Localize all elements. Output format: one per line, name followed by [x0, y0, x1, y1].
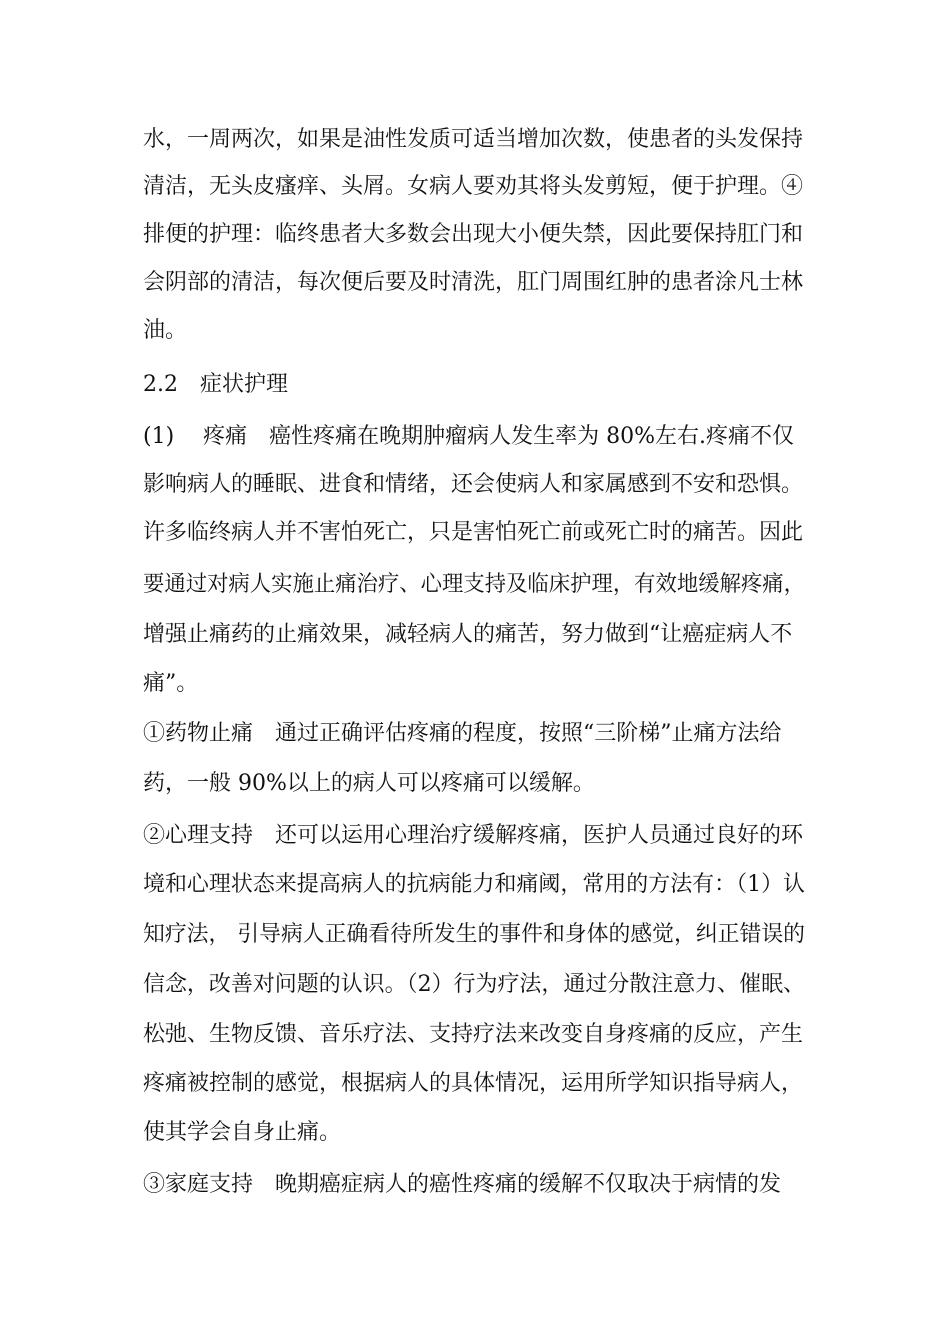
text-line: 境和心理状态来提高病人的抗病能力和痛阈，常用的方法有：（1）认: [143, 872, 806, 897]
text-line: 清洁，无头皮瘙痒、头屑。女病人要劝其将头发剪短，便于护理。④: [143, 174, 804, 199]
section-heading: 2.2 症状护理: [143, 372, 288, 397]
text-line: 疼痛被控制的感觉，根据病人的具体情况，运用所学知识指导病人，: [143, 1071, 804, 1096]
text-line: 松弛、生物反馈、音乐疗法、支持疗法来改变自身疼痛的反应，产生: [143, 1022, 804, 1047]
text-line: (1) 疼痛 癌性疼痛在晚期肿瘤病人发生率为 80%左右.疼痛不仅: [143, 424, 795, 449]
text-line: 会阴部的清洁，每次便后要及时清洗，肛门周围红肿的患者涂凡士林: [143, 270, 804, 295]
text-line: 油。: [143, 318, 188, 343]
text-line: ②心理支持 还可以运用心理治疗缓解疼痛，医护人员通过良好的环: [143, 823, 804, 848]
text-line: 水，一周两次，如果是油性发质可适当增加次数，使患者的头发保持: [143, 127, 804, 152]
text-line: 痛”。: [143, 671, 199, 696]
text-line: ①药物止痛 通过正确评估疼痛的程度，按照“三阶梯”止痛方法给: [143, 721, 782, 746]
text-line: 使其学会自身止痛。: [143, 1120, 342, 1145]
text-line: 知疗法， 引导病人正确看待所发生的事件和身体的感觉，纠正错误的: [143, 922, 805, 947]
text-line: ③家庭支持 晚期癌症病人的癌性疼痛的缓解不仅取决于病情的发: [143, 1172, 782, 1197]
text-line: 影响病人的睡眠、进食和情绪，还会使病人和家属感到不安和恐惧。: [143, 472, 804, 497]
text-line: 信念，改善对问题的认识。（2）行为疗法，通过分散注意力、催眠、: [143, 972, 806, 997]
text-line: 增强止痛药的止痛效果，减轻病人的痛苦，努力做到“让癌症病人不: [143, 622, 793, 647]
text-line: 排便的护理：临终患者大多数会出现大小便失禁，因此要保持肛门和: [143, 222, 804, 247]
text-line: 要通过对病人实施止痛治疗、心理支持及临床护理，有效地缓解疼痛，: [143, 572, 806, 597]
text-line: 许多临终病人并不害怕死亡，只是害怕死亡前或死亡时的痛苦。因此: [143, 520, 804, 545]
text-line: 药，一般 90%以上的病人可以疼痛可以缓解。: [143, 771, 595, 796]
